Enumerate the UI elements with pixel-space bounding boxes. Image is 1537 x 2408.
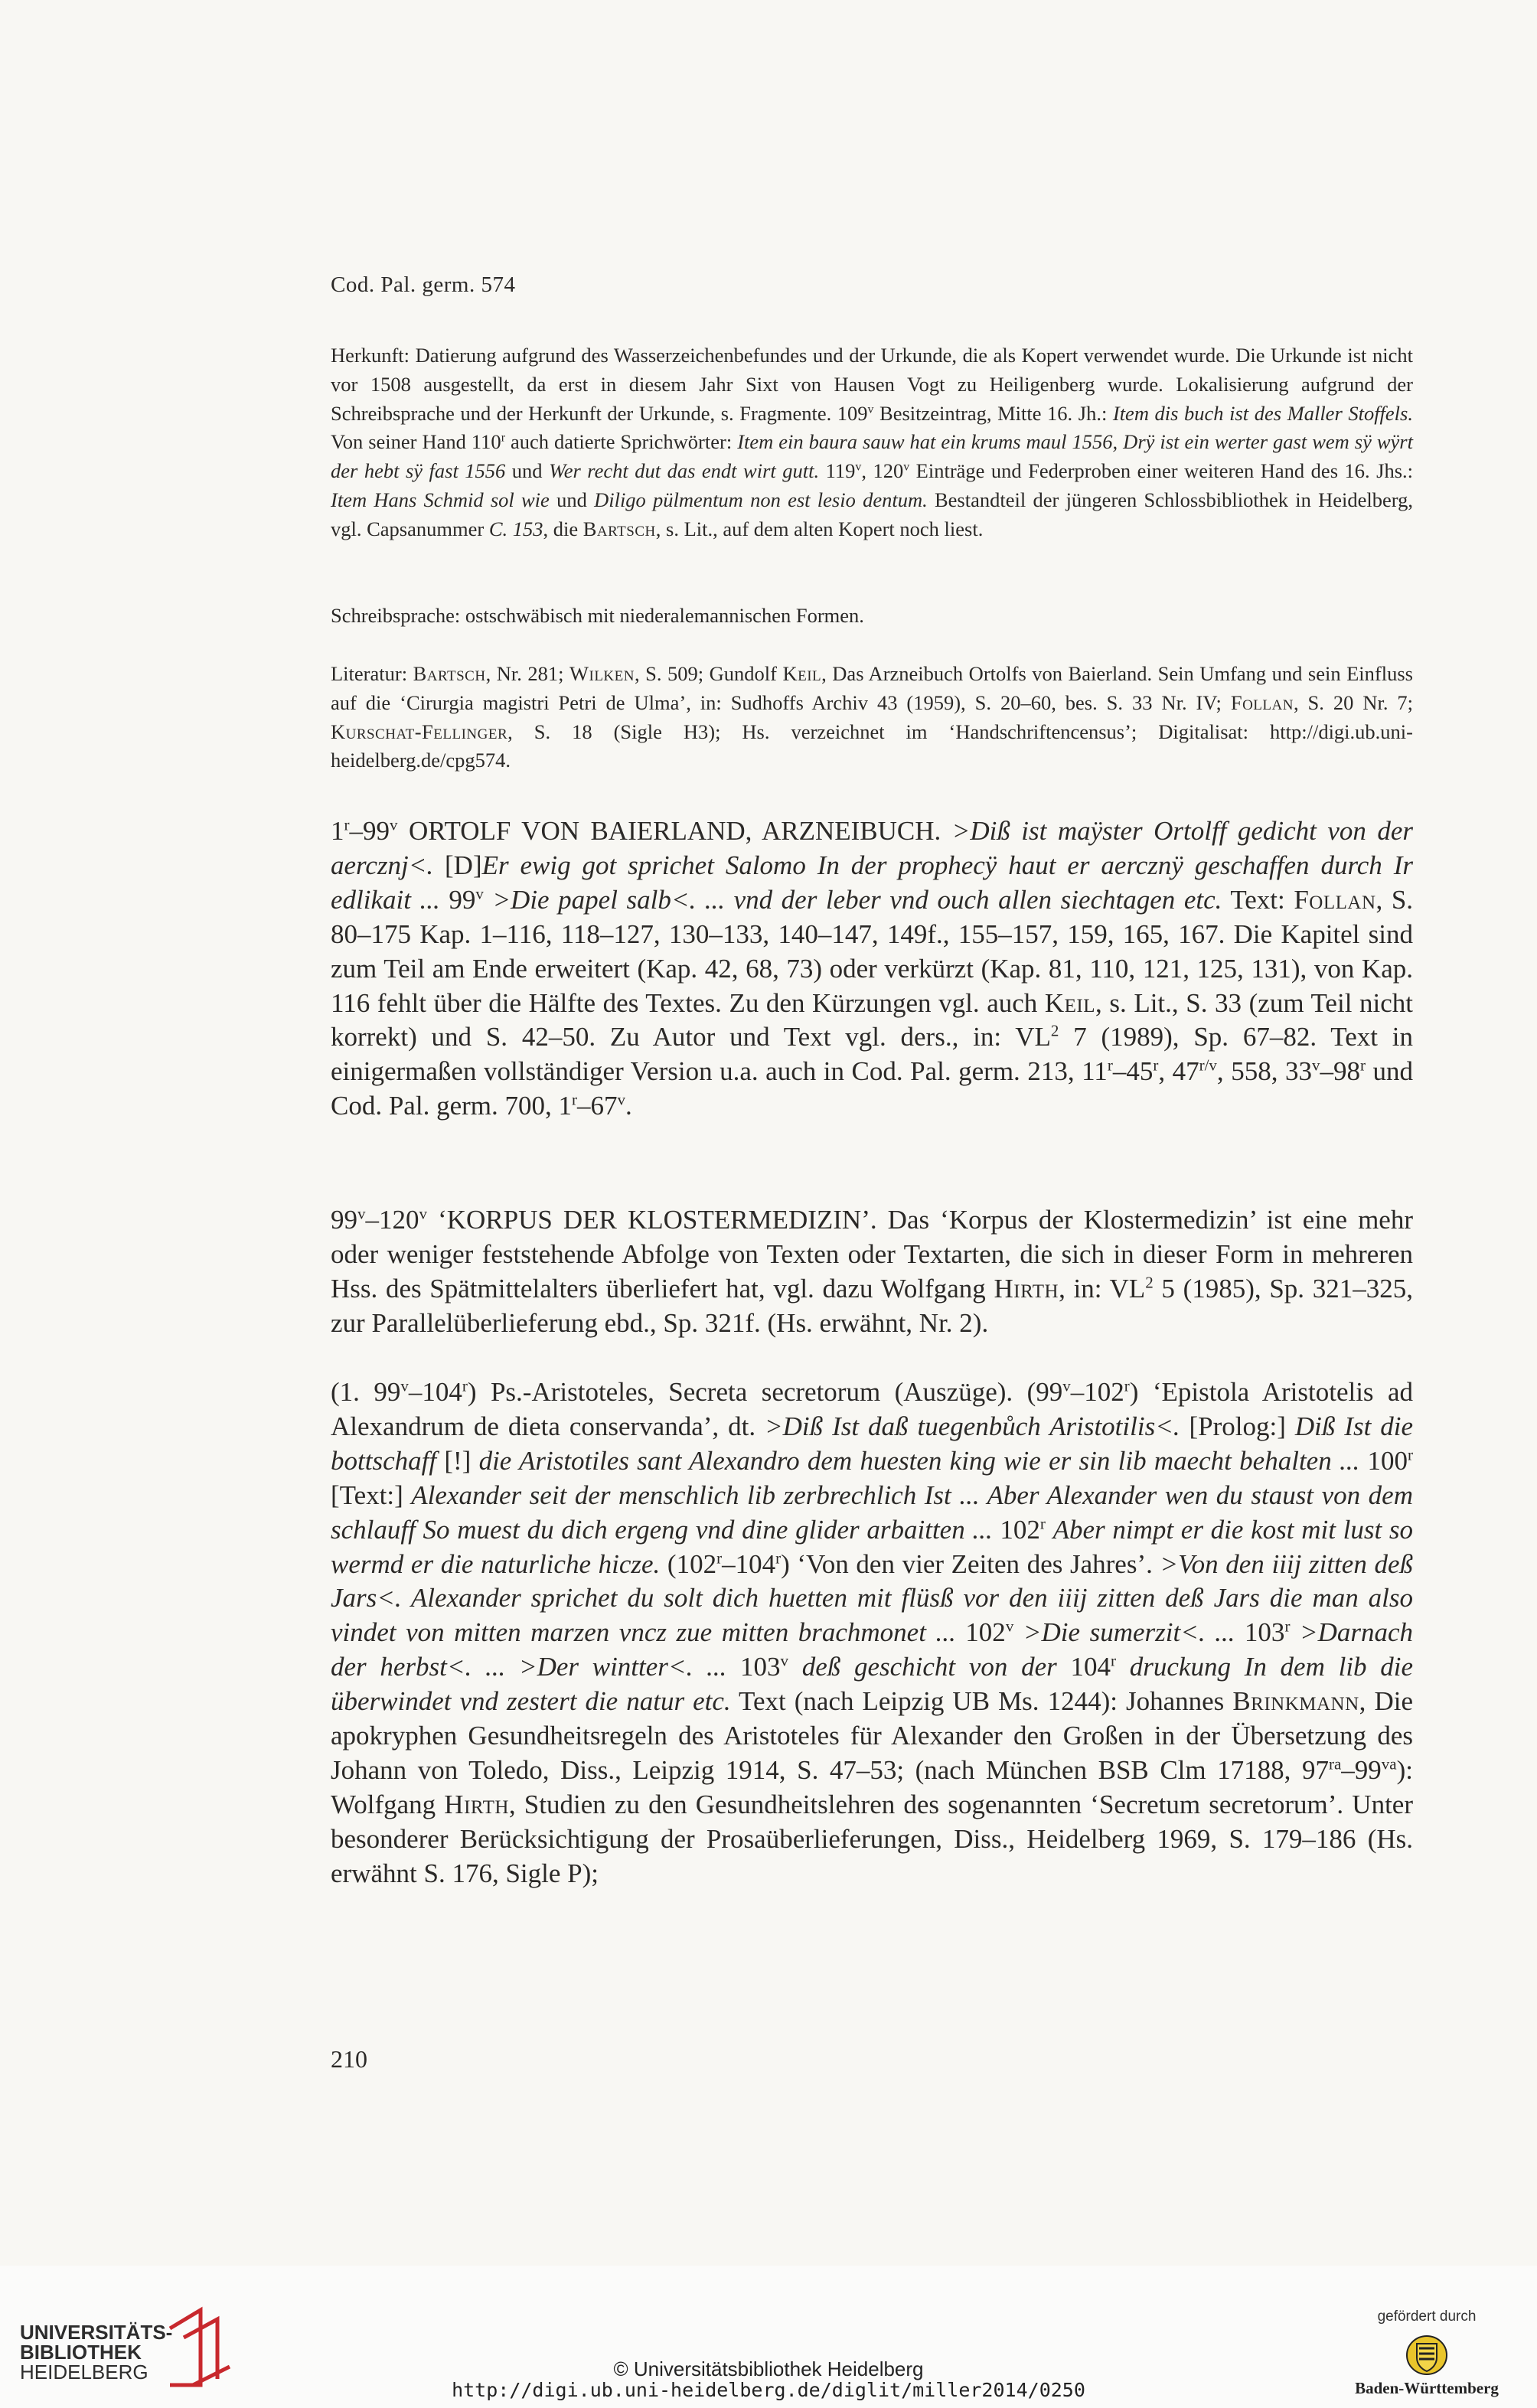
text-run: , S. 20 Nr. 7; [1293, 690, 1414, 714]
author-name: Hirth [444, 1789, 509, 1819]
folio-superscript: r [1107, 1056, 1113, 1075]
text-run: . [625, 1091, 632, 1121]
text-run: Text (nach Leipzig UB Ms. 1244): Johannes [730, 1686, 1233, 1717]
text-run: Herkunft: Datierung aufgrund des Wasserzeichenbefundes und der Urkunde, die als Kopert verwendet wurde. Die Urkunde ist nicht vor 1508 ausgestellt, da erst in diesem Jahr Sixt von Hausen Vogt zu Heiligenberg wurde. Lokalisierung aufgrund der Schreibsprache und der Herkunft der Urkunde, s. Fragmente. 109 [331, 344, 1413, 425]
folio-superscript: r [1284, 1617, 1291, 1636]
text-run: Literatur: [331, 662, 413, 685]
text-run [1116, 1652, 1130, 1682]
text-run: ) ‘Von den vier Zeiten des Jahres’. [781, 1548, 1160, 1579]
author-name: Keil [1044, 987, 1096, 1018]
text-run: Text: [1222, 884, 1294, 915]
text-run: 119 [819, 459, 856, 483]
italic-quote: Diß Ist die bottschaff [331, 1411, 1413, 1476]
author-name: Brinkmann [1232, 1686, 1359, 1717]
folio-superscript: v [617, 1090, 625, 1109]
text-run: 102 [955, 1617, 1006, 1648]
folio-superscript: r [1153, 1056, 1159, 1075]
italic-quote: Item Hans Schmid sol wie [331, 488, 550, 511]
folio-superscript: v [1005, 1617, 1014, 1636]
author-name: Bartsch [413, 662, 486, 685]
italic-quote: >Darnach der herbst<. ... >Der wintter<. ... [331, 1617, 1414, 1682]
folio-superscript: v [357, 1204, 366, 1223]
italic-quote: deß geschicht von der [801, 1652, 1057, 1682]
text-run: [!] [436, 1445, 479, 1476]
subentry-number: –104 [408, 1377, 462, 1407]
text-run [1013, 1617, 1023, 1647]
text-run [1290, 1617, 1300, 1647]
literatur-paragraph [331, 660, 1413, 775]
text-run: 103 [1235, 1617, 1285, 1648]
text-run: –98 [1320, 1056, 1360, 1087]
folio-superscript: r [1359, 1056, 1366, 1075]
italic-quote: Er ewig got sprichet Salomo In der prophecÿ haut er aercznÿ geschaffen durch Ir edlikait ... [331, 850, 1413, 915]
text-run: , s. Lit., S. 33 (zum Teil nicht korrekt) und S. 42–50. Zu Autor und Text vgl. ders., in: VL [331, 987, 1413, 1052]
italic-quote: >Diß Ist daß tuegenbůch Aristotilis<. [765, 1411, 1180, 1441]
page-title: Cod. Pal. germ. 574 [331, 272, 516, 297]
text-run: 1 [331, 816, 344, 846]
folio-superscript: r/v [1199, 1056, 1217, 1075]
text-run: 99 [331, 1205, 357, 1235]
italic-quote: Aber nimpt er die kost mit lust so wermd er die naturliche hicze. [331, 1514, 1414, 1579]
text-run: –67 [576, 1091, 618, 1121]
text-run: Einträge und Federproben einer weiteren Hand des 16. Jhs.: [909, 459, 1413, 483]
text-run: , s. Lit., auf dem alten Kopert noch liest. [655, 517, 984, 540]
folio-superscript: v [475, 884, 484, 903]
entry-heading: ‘KORPUS DER KLOSTERMEDIZIN’. Das ‘Korpus der Klostermedizin’ ist eine mehr oder weniger feststehende Abfolge von Texten oder Textarten, die sich in dieser Form in mehreren Hss. des Spätmittelalters überliefert hat, vgl. dazu Wolfgang [331, 1205, 1413, 1304]
text-run: und Cod. Pal. germ. 700, 1 [331, 1056, 1414, 1121]
text-run [1046, 1515, 1053, 1545]
folio-superscript: v [855, 460, 862, 474]
permalink[interactable]: http://digi.ub.uni-heidelberg.de/diglit/miller2014/0250 [452, 2379, 1085, 2401]
folio-superscript: r [1408, 1445, 1414, 1464]
ortolf-entry [331, 814, 1413, 1124]
italic-quote: >Diß ist maÿster Ortolff gedicht von der aercznj<. [331, 816, 1413, 880]
text-run: , 558, 33 [1216, 1056, 1312, 1087]
text-run: und [549, 488, 595, 511]
text-run: 102 [992, 1514, 1040, 1545]
italic-quote: Alexander seit der menschlich lib zerbrechlich Ist ... Aber Alexander wen du staust von dem schlauff So muest du dich ergeng vnd dine glider arbaitten ... [331, 1480, 1413, 1545]
text-run [788, 1652, 802, 1682]
text-run: , S. 80–175 Kap. 1–116, 118–127, 130–133, 140–147, 149f., 155–157, 159, 165, 167. Die Kapitel sind zum Teil am Ende erweitert (Kap. 42, 68, 73) oder verkürzt (Kap. 81, 110, 121, 125, 131), von Kap. 116 fehlt über die Hälfte des Textes. Zu den Kürzungen vgl. auch [331, 884, 1414, 1018]
text-run: 7 (1989), Sp. 67–82. Text in einigermaßen vollständiger Version u.a. auch in Cod. Pal. germ. 213, 11 [331, 1022, 1413, 1087]
schreibsprache-paragraph: Schreibsprache: ostschwäbisch mit niederalemannischen Formen. [331, 604, 864, 627]
text-run: Bestandteil der jüngeren Schlossbibliothek in Heidelberg, vgl. Capsanummer [331, 488, 1413, 540]
text-run: , Das Arzneibuch Ortolfs von Baierland. Sein Umfang und sein Einfluss auf die ‘Cirurgia magistri Petri de Ulma’, in: Sudhoffs Archiv 43 (1959), S. 20–60, bes. S. 33 Nr. IV; [331, 662, 1413, 714]
folio-superscript: r [1124, 1376, 1130, 1395]
text-run: 104 [1056, 1652, 1111, 1682]
folio-superscript: ra [1328, 1754, 1342, 1773]
folio-superscript: r [344, 815, 350, 834]
text-run: 100 [1359, 1445, 1408, 1476]
text-run: (102 [660, 1548, 717, 1579]
folio-superscript: r [462, 1376, 468, 1395]
text-run: [Prolog:] [1180, 1411, 1295, 1441]
italic-quote: C. 153 [488, 517, 543, 540]
text-run: , die [543, 517, 583, 540]
subentry-number: 1. 99 [339, 1377, 401, 1407]
text-run: Von seiner Hand 110 [331, 430, 501, 454]
author-name: Keil [782, 662, 822, 685]
folio-superscript: v [1311, 1056, 1320, 1075]
folio-superscript: r [716, 1548, 723, 1567]
text-run: , 120 [861, 459, 904, 483]
text-run: 99 [439, 884, 476, 915]
folio-superscript: v [1062, 1376, 1071, 1395]
text-run: auch datierte Sprichwörter: [504, 430, 738, 454]
text-run: –120 [365, 1205, 419, 1235]
text-run: [D] [433, 850, 482, 880]
folio-superscript: v [867, 403, 874, 416]
folio-superscript: va [1381, 1754, 1397, 1773]
text-run: , 47 [1158, 1056, 1199, 1087]
text-run: 103 [726, 1652, 781, 1682]
text-run: –45 [1112, 1056, 1154, 1087]
italic-quote: die Aristotiles sant Alexandro dem huesten king wie er sin lib maecht behalten ... [478, 1445, 1360, 1476]
text-run: , S. 18 (Sigle H3); Hs. verzeichnet im ‘Handschriftencensus’; Digitalisat: http://digi.ub.uni-heidelberg.de/cpg574. [331, 719, 1413, 772]
text-run: und [505, 459, 550, 483]
text-run: ) Ps.-Aristoteles, Secreta secretorum (Auszüge). (99 [467, 1377, 1063, 1407]
entry-heading: ORTOLF VON BAIERLAND, ARZNEIBUCH. [397, 816, 952, 846]
logo-line: UNIVERSITÄTS- [20, 2321, 173, 2344]
italic-quote: Item ein baura sauw hat ein krums maul 1556, Drÿ ist ein werter gast wem sÿ wÿrt der hebt sÿ fast 1556 [331, 430, 1413, 483]
folio-superscript: v [419, 1204, 427, 1223]
text-run [484, 885, 493, 915]
author-name: Follan [1230, 690, 1294, 714]
footer-bar [0, 2266, 1537, 2408]
folio-superscript: r [1111, 1651, 1117, 1670]
text-run: , Nr. 281; [485, 662, 569, 685]
text-run: , in: VL [1059, 1273, 1146, 1304]
folio-superscript: v [780, 1651, 788, 1670]
italic-quote: druckung In dem lib die überwindet vnd zestert die natur etc. [331, 1652, 1414, 1717]
author-name: Bartsch [582, 517, 656, 540]
author-name: Hirth [994, 1273, 1059, 1304]
italic-quote: >Die papel salb<. ... vnd der leber vnd ouch allen siechtagen etc. [492, 884, 1222, 915]
funder-name: Baden-Württemberg [1355, 2379, 1499, 2397]
folio-superscript: r [1039, 1514, 1046, 1533]
text-run: –102 [1070, 1377, 1124, 1407]
logo-line: HEIDELBERG [20, 2361, 148, 2384]
korpus-entry [331, 1203, 1413, 1341]
secreta-entry [331, 1375, 1413, 1891]
text-run: [Text:] [331, 1480, 412, 1510]
folio-superscript: v [400, 1376, 409, 1395]
text-run: Besitzeintrag, Mitte 16. Jh.: [873, 401, 1113, 425]
text-run: ): Wolfgang [331, 1754, 1413, 1819]
author-name: Kurschat-Fellinger [331, 719, 508, 743]
italic-quote: >Die sumerzit<. ... [1023, 1617, 1235, 1648]
author-name: Wilken [569, 662, 635, 685]
herkunft-paragraph [331, 341, 1413, 544]
logo-line: BIBLIOTHEK [20, 2341, 142, 2364]
copyright-text: © Universitätsbibliothek Heidelberg [613, 2357, 924, 2380]
folio-superscript: r [571, 1090, 577, 1109]
coat-of-arms-icon [1405, 2335, 1448, 2376]
page-number: 210 [331, 2045, 367, 2073]
italic-quote: Wer recht dut das endt wirt gutt. [549, 459, 820, 483]
folio-superscript: r [775, 1548, 782, 1567]
folio-superscript: v [903, 460, 910, 474]
folio-superscript: v [390, 815, 398, 834]
text-run: –99 [1341, 1754, 1382, 1785]
text-run: , Studien zu den Gesundheitslehren des sogenannten ‘Secretum secretorum’. Unter besonderer Berücksichtigung der Prosaüberlieferungen, Diss., Heidelberg 1969, S. 179–186 (Hs. erwähnt S. 176, Sigle P); [331, 1789, 1413, 1888]
author-name: Follan [1294, 884, 1376, 915]
text-run: , Die apokryphen Gesundheitsregeln des Aristoteles für Alexander den Großen in der Übersetzung des Johann von Toledo, Diss., Leipzig 1914, S. 47–53; (nach München BSB Clm 17188, 97 [331, 1686, 1413, 1785]
text-run: ( [331, 1377, 340, 1407]
text-run: , S. 509; Gundolf [634, 662, 783, 685]
edition-superscript: 2 [1145, 1273, 1154, 1292]
folio-superscript: r [501, 431, 505, 445]
funder-label: gefördert durch [1377, 2308, 1477, 2325]
text-run: –104 [722, 1548, 776, 1579]
text-run: –99 [349, 816, 390, 846]
text-run: ) ‘Epistola Aristotelis ad Alexandrum de dieta conservanda’, dt. [331, 1377, 1414, 1441]
italic-quote: Diligo pülmentum non est lesio dentum. [594, 488, 928, 511]
edition-superscript: 2 [1050, 1021, 1059, 1040]
italic-quote: >Von den iiij zitten deß Jars<. Alexander sprichet du solt dich huetten mit flüsß vor den iiij zitten deß Jars die man also vindet von mitten marzen vncz zue mitten brachmonet ... [331, 1548, 1413, 1648]
text-run: 5 (1985), Sp. 321–325, zur Parallelüberlieferung ebd., Sp. 321f. (Hs. erwähnt, Nr. 2). [331, 1273, 1414, 1338]
italic-quote: Item dis buch ist des Maller Stoffels. [1112, 401, 1413, 425]
